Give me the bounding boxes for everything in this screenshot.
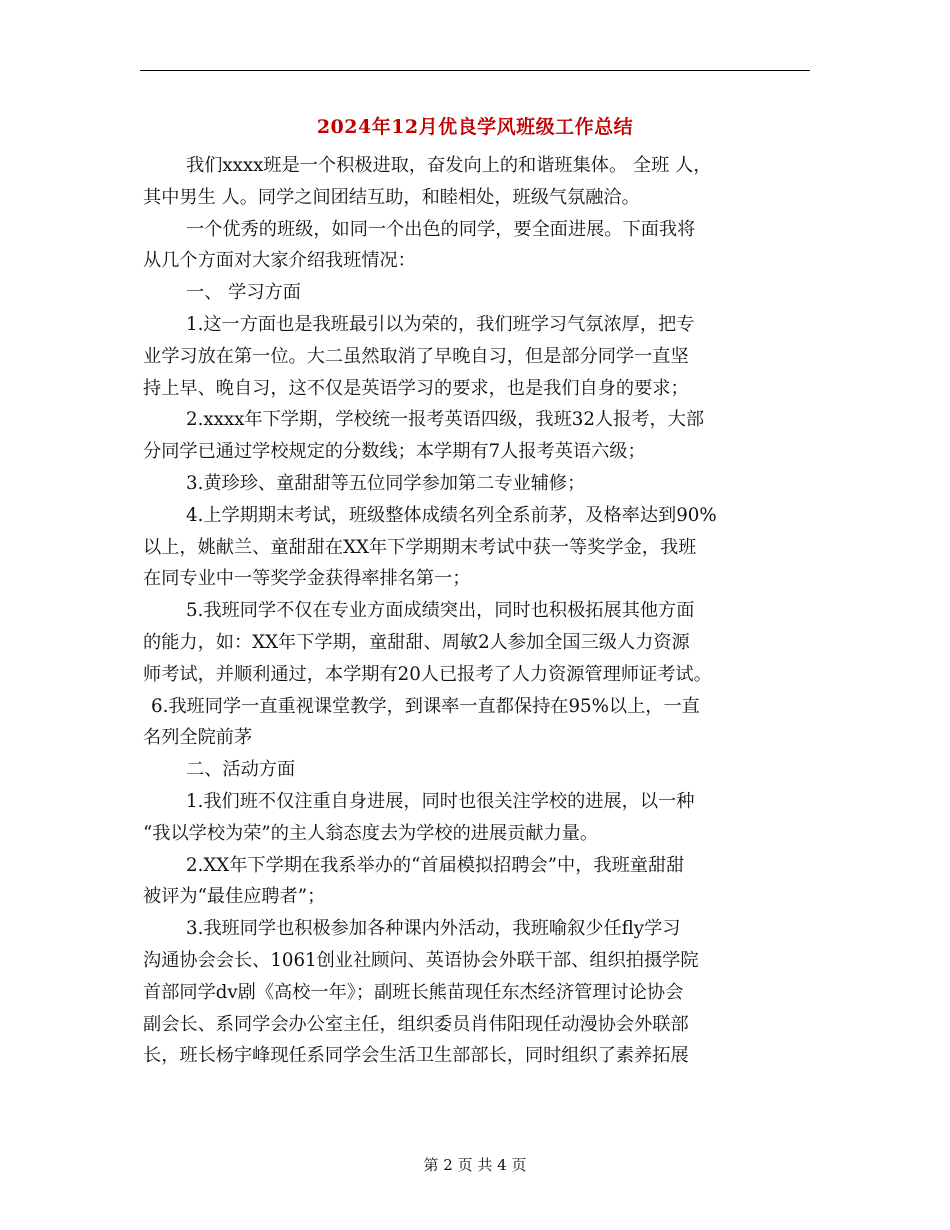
text-line: 4.上学期期末考试，班级整体成绩名列全系前茅，及格率达到90% (186, 504, 717, 526)
text-line: 分同学已通过学校规定的分数线；本学期有7人报考英语六级； (143, 441, 646, 463)
text-line: 3.黄珍珍、童甜甜等五位同学参加第二专业辅修； (186, 472, 586, 494)
section-heading: 二、活动方面 (186, 759, 296, 781)
text-line: 持上早、晚自习，这不仅是英语学习的要求，也是我们自身的要求； (143, 377, 689, 399)
page-footer: 第 2 页 共 4 页 (423, 1156, 527, 1174)
text-line: 我们xxxx班是一个积极进取，奋发向上的和谐班集体。 全班 人， (186, 155, 712, 176)
section-heading: 一、 学习方面 (186, 282, 301, 304)
text-line: 2.xxxx年下学期，学校统一报考英语四级，我班32人报考，大部 (186, 409, 705, 431)
text-line: 业学习放在第一位。大二虽然取消了早晚自习，但是部分同学一直坚 (143, 345, 689, 367)
text-line: 的能力，如：XX年下学期，童甜甜、周敏2人参加全国三级人力资源 (143, 631, 690, 653)
text-line: 副会长、系同学会办公室主任，组织委员肖伟阳现任动漫协会外联部 (143, 1013, 689, 1035)
document-title: 2024年12月优良学风班级工作总结 (316, 116, 634, 138)
text-line: 被评为“最佳应聘者”； (143, 886, 326, 908)
text-line: 3.我班同学也积极参加各种课内外活动，我班喻叙少任fly学习 (186, 918, 681, 940)
text-line: 以上，姚献兰、童甜甜在XX年下学期期末考试中获一等奖学金，我班 (143, 536, 697, 558)
text-line: 从几个方面对大家介绍我班情况： (143, 250, 416, 272)
text-line: 首部同学dv剧《高校一年》；副班长熊苗现任东杰经济管理讨论协会 (143, 981, 684, 1003)
text-line: 在同专业中一等奖学金获得率排名第一； (143, 568, 471, 590)
document-body (143, 150, 811, 1072)
text-line: 其中男生 人。同学之间团结互助，和睦相处，班级气氛融洽。 (143, 186, 640, 208)
text-line: 2.XX年下学期在我系举办的“首届模拟招聘会”中，我班童甜甜 (186, 854, 685, 876)
text-line: 6.我班同学一直重视课堂教学，到课率一直都保持在95%以上，一直 (151, 695, 700, 717)
text-line: 长，班长杨宇峰现任系同学会生活卫生部部长，同时组织了素养拓展 (143, 1045, 689, 1067)
text-line: 师考试，并顺利通过，本学期有20人已报考了人力资源管理师证考试。 (143, 663, 712, 685)
text-line: 1.这一方面也是我班最引以为荣的，我们班学习气氛浓厚，把专 (186, 313, 695, 335)
text-line: 5.我班同学不仅在专业方面成绩突出，同时也积极拓展其他方面 (186, 600, 695, 622)
text-line: 名列全院前茅 (143, 727, 253, 749)
text-line: 1.我们班不仅注重自身进展，同时也很关注学校的进展，以一种 (186, 790, 695, 812)
text-line: 沟通协会会长、1061创业社顾问、英语协会外联干部、组织拍摄学院 (143, 949, 699, 971)
text-line: 一个优秀的班级，如同一个出色的同学，要全面进展。下面我将 (186, 218, 696, 240)
header-rule (140, 70, 810, 71)
text-line: “我以学校为荣”的主人翁态度去为学校的进展贡献力量。 (143, 822, 599, 844)
